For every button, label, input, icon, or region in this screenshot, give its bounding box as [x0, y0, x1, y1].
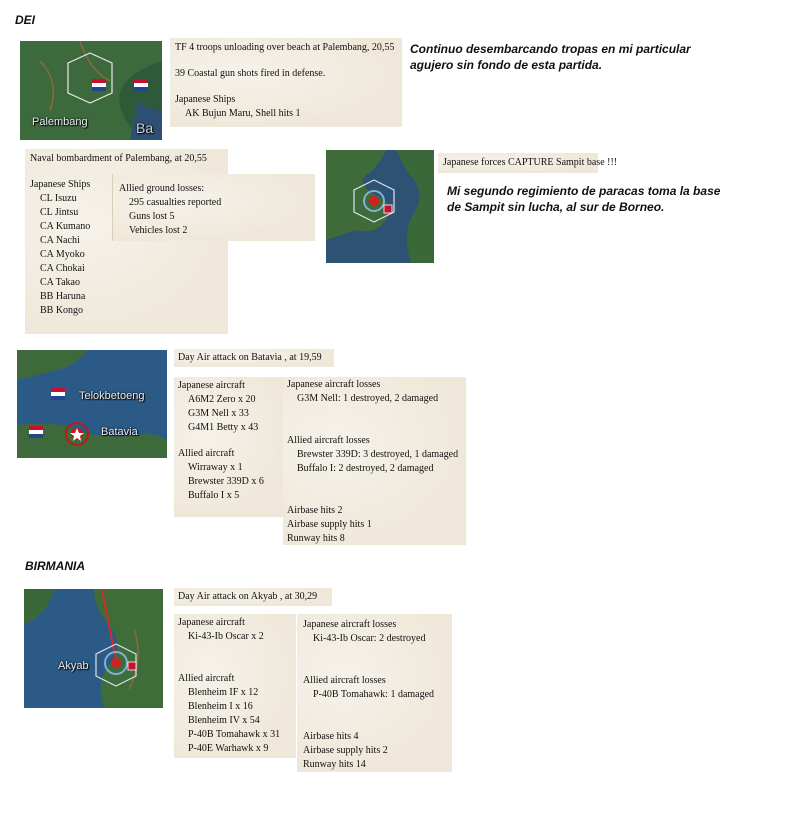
bombardment-ships-header: Japanese Ships: [30, 179, 91, 190]
base-hit-entry: Airbase hits 4: [303, 731, 359, 742]
allied-losses-header: Allied aircraft losses: [303, 675, 386, 686]
section-title-dei: DEI: [15, 13, 36, 27]
landing-report-title: TF 4 troops unloading over beach at Palembang, 20,55: [175, 42, 395, 53]
section-title-birmania: BIRMANIA: [25, 559, 85, 573]
aircraft-entry: Blenheim IV x 54: [188, 715, 260, 726]
base-hit-entry: Airbase hits 2: [287, 505, 343, 516]
aircraft-entry: G4M1 Betty x 43: [188, 422, 259, 433]
landing-comment-line-1: Continuo desembarcando tropas en mi particular: [410, 42, 691, 56]
aircraft-entry: G3M Nell x 33: [188, 408, 249, 419]
loss-entry: Vehicles lost 2: [129, 225, 188, 236]
landing-report: [170, 38, 402, 127]
ship-entry: CA Chokai: [40, 263, 85, 274]
ground-losses-header: Allied ground losses:: [119, 183, 204, 194]
akyab-map-terrain: [24, 589, 163, 708]
loss-entry: Guns lost 5: [129, 211, 175, 222]
batavia-map-label-2: Batavia: [101, 426, 138, 438]
batavia-losses-box: [283, 377, 466, 545]
ship-entry: BB Haruna: [40, 291, 86, 302]
sampit-comment-line-1: Mi segundo regimiento de paracas toma la base: [447, 184, 721, 198]
aircraft-entry: Wirraway x 1: [188, 462, 243, 473]
loss-entry: 295 casualties reported: [129, 197, 222, 208]
akyab-map-label: Akyab: [58, 660, 89, 672]
jap-aircraft-header: Japanese aircraft: [178, 380, 245, 391]
batavia-map-terrain: [17, 350, 167, 458]
sampit-map[interactable]: [326, 150, 434, 263]
aircraft-entry: A6M2 Zero x 20: [188, 394, 256, 405]
ship-entry: CA Kumano: [40, 221, 91, 232]
sampit-report: [438, 153, 618, 173]
akyab-report-title: Day Air attack on Akyab , at 30,29: [178, 591, 318, 602]
sampit-comment-line-2: de Sampit sin lucha, al sur de Borneo.: [447, 200, 665, 214]
loss-entry: Brewster 339D: 3 destroyed, 1 damaged: [297, 449, 459, 460]
base-hit-entry: Airbase supply hits 1: [287, 519, 372, 530]
jap-aircraft-header: Japanese aircraft: [178, 617, 245, 628]
batavia-map[interactable]: [17, 350, 167, 458]
ship-entry: BB Kongo: [40, 305, 84, 316]
ship-entry: CA Nachi: [40, 235, 80, 246]
coastal-shots-text: 39 Coastal gun shots fired in defense.: [175, 68, 326, 79]
ship-entry: CL Jintsu: [40, 207, 79, 218]
base-hit-entry: Runway hits 8: [287, 533, 345, 544]
palembang-map-label: Palembang: [32, 116, 88, 128]
aircraft-entry: Blenheim I x 16: [188, 701, 253, 712]
ships-header: Japanese Ships: [175, 94, 236, 105]
jap-losses-header: Japanese aircraft losses: [287, 379, 381, 390]
sampit-comment: [447, 183, 720, 215]
aircraft-entry: P-40E Warhawk x 9: [188, 743, 269, 754]
sampit-map-terrain: [326, 150, 434, 263]
batavia-map-label-1: Telokbetoeng: [79, 390, 145, 402]
allied-aircraft-header: Allied aircraft: [178, 673, 235, 684]
loss-entry: Ki-43-Ib Oscar: 2 destroyed: [313, 633, 426, 644]
allied-aircraft-header: Allied aircraft: [178, 448, 235, 459]
palembang-map[interactable]: [20, 41, 162, 140]
akyab-aircraft-box: [174, 614, 296, 758]
aircraft-entry: Brewster 339D x 6: [188, 476, 264, 487]
base-hit-entry: Runway hits 14: [303, 759, 366, 770]
map-label-partial: Ba: [136, 120, 154, 136]
base-hit-entry: Airbase supply hits 2: [303, 745, 388, 756]
akyab-report-title-box: [174, 588, 332, 606]
jap-losses-header: Japanese aircraft losses: [303, 619, 397, 630]
landing-comment-line-2: agujero sin fondo de esta partida.: [410, 58, 603, 72]
ship-entry: CL Isuzu: [40, 193, 77, 204]
batavia-report-title-box: [174, 349, 334, 367]
aircraft-entry: Blenheim IF x 12: [188, 687, 259, 698]
loss-entry: Buffalo I: 2 destroyed, 2 damaged: [297, 463, 434, 474]
akyab-map[interactable]: [24, 589, 163, 708]
batavia-aircraft-box: [174, 377, 284, 517]
aircraft-entry: Buffalo I x 5: [188, 490, 240, 501]
loss-entry: P-40B Tomahawk: 1 damaged: [313, 689, 435, 700]
bombardment-title: Naval bombardment of Palembang, at 20,55: [30, 153, 207, 164]
aircraft-entry: P-40B Tomahawk x 31: [188, 729, 281, 740]
ground-losses-report: [112, 174, 315, 241]
batavia-report-title: Day Air attack on Batavia , at 19,59: [178, 352, 322, 363]
ship-entry: CA Takao: [40, 277, 80, 288]
allied-losses-header: Allied aircraft losses: [287, 435, 370, 446]
akyab-losses-box: [297, 614, 452, 772]
aircraft-entry: Ki-43-Ib Oscar x 2: [188, 631, 264, 642]
loss-entry: G3M Nell: 1 destroyed, 2 damaged: [297, 393, 439, 404]
landing-comment: [410, 41, 691, 73]
ship-entry: AK Bujun Maru, Shell hits 1: [185, 108, 301, 119]
sampit-capture-title: Japanese forces CAPTURE Sampit base !!!: [443, 157, 618, 168]
ship-entry: CA Myoko: [40, 249, 85, 260]
